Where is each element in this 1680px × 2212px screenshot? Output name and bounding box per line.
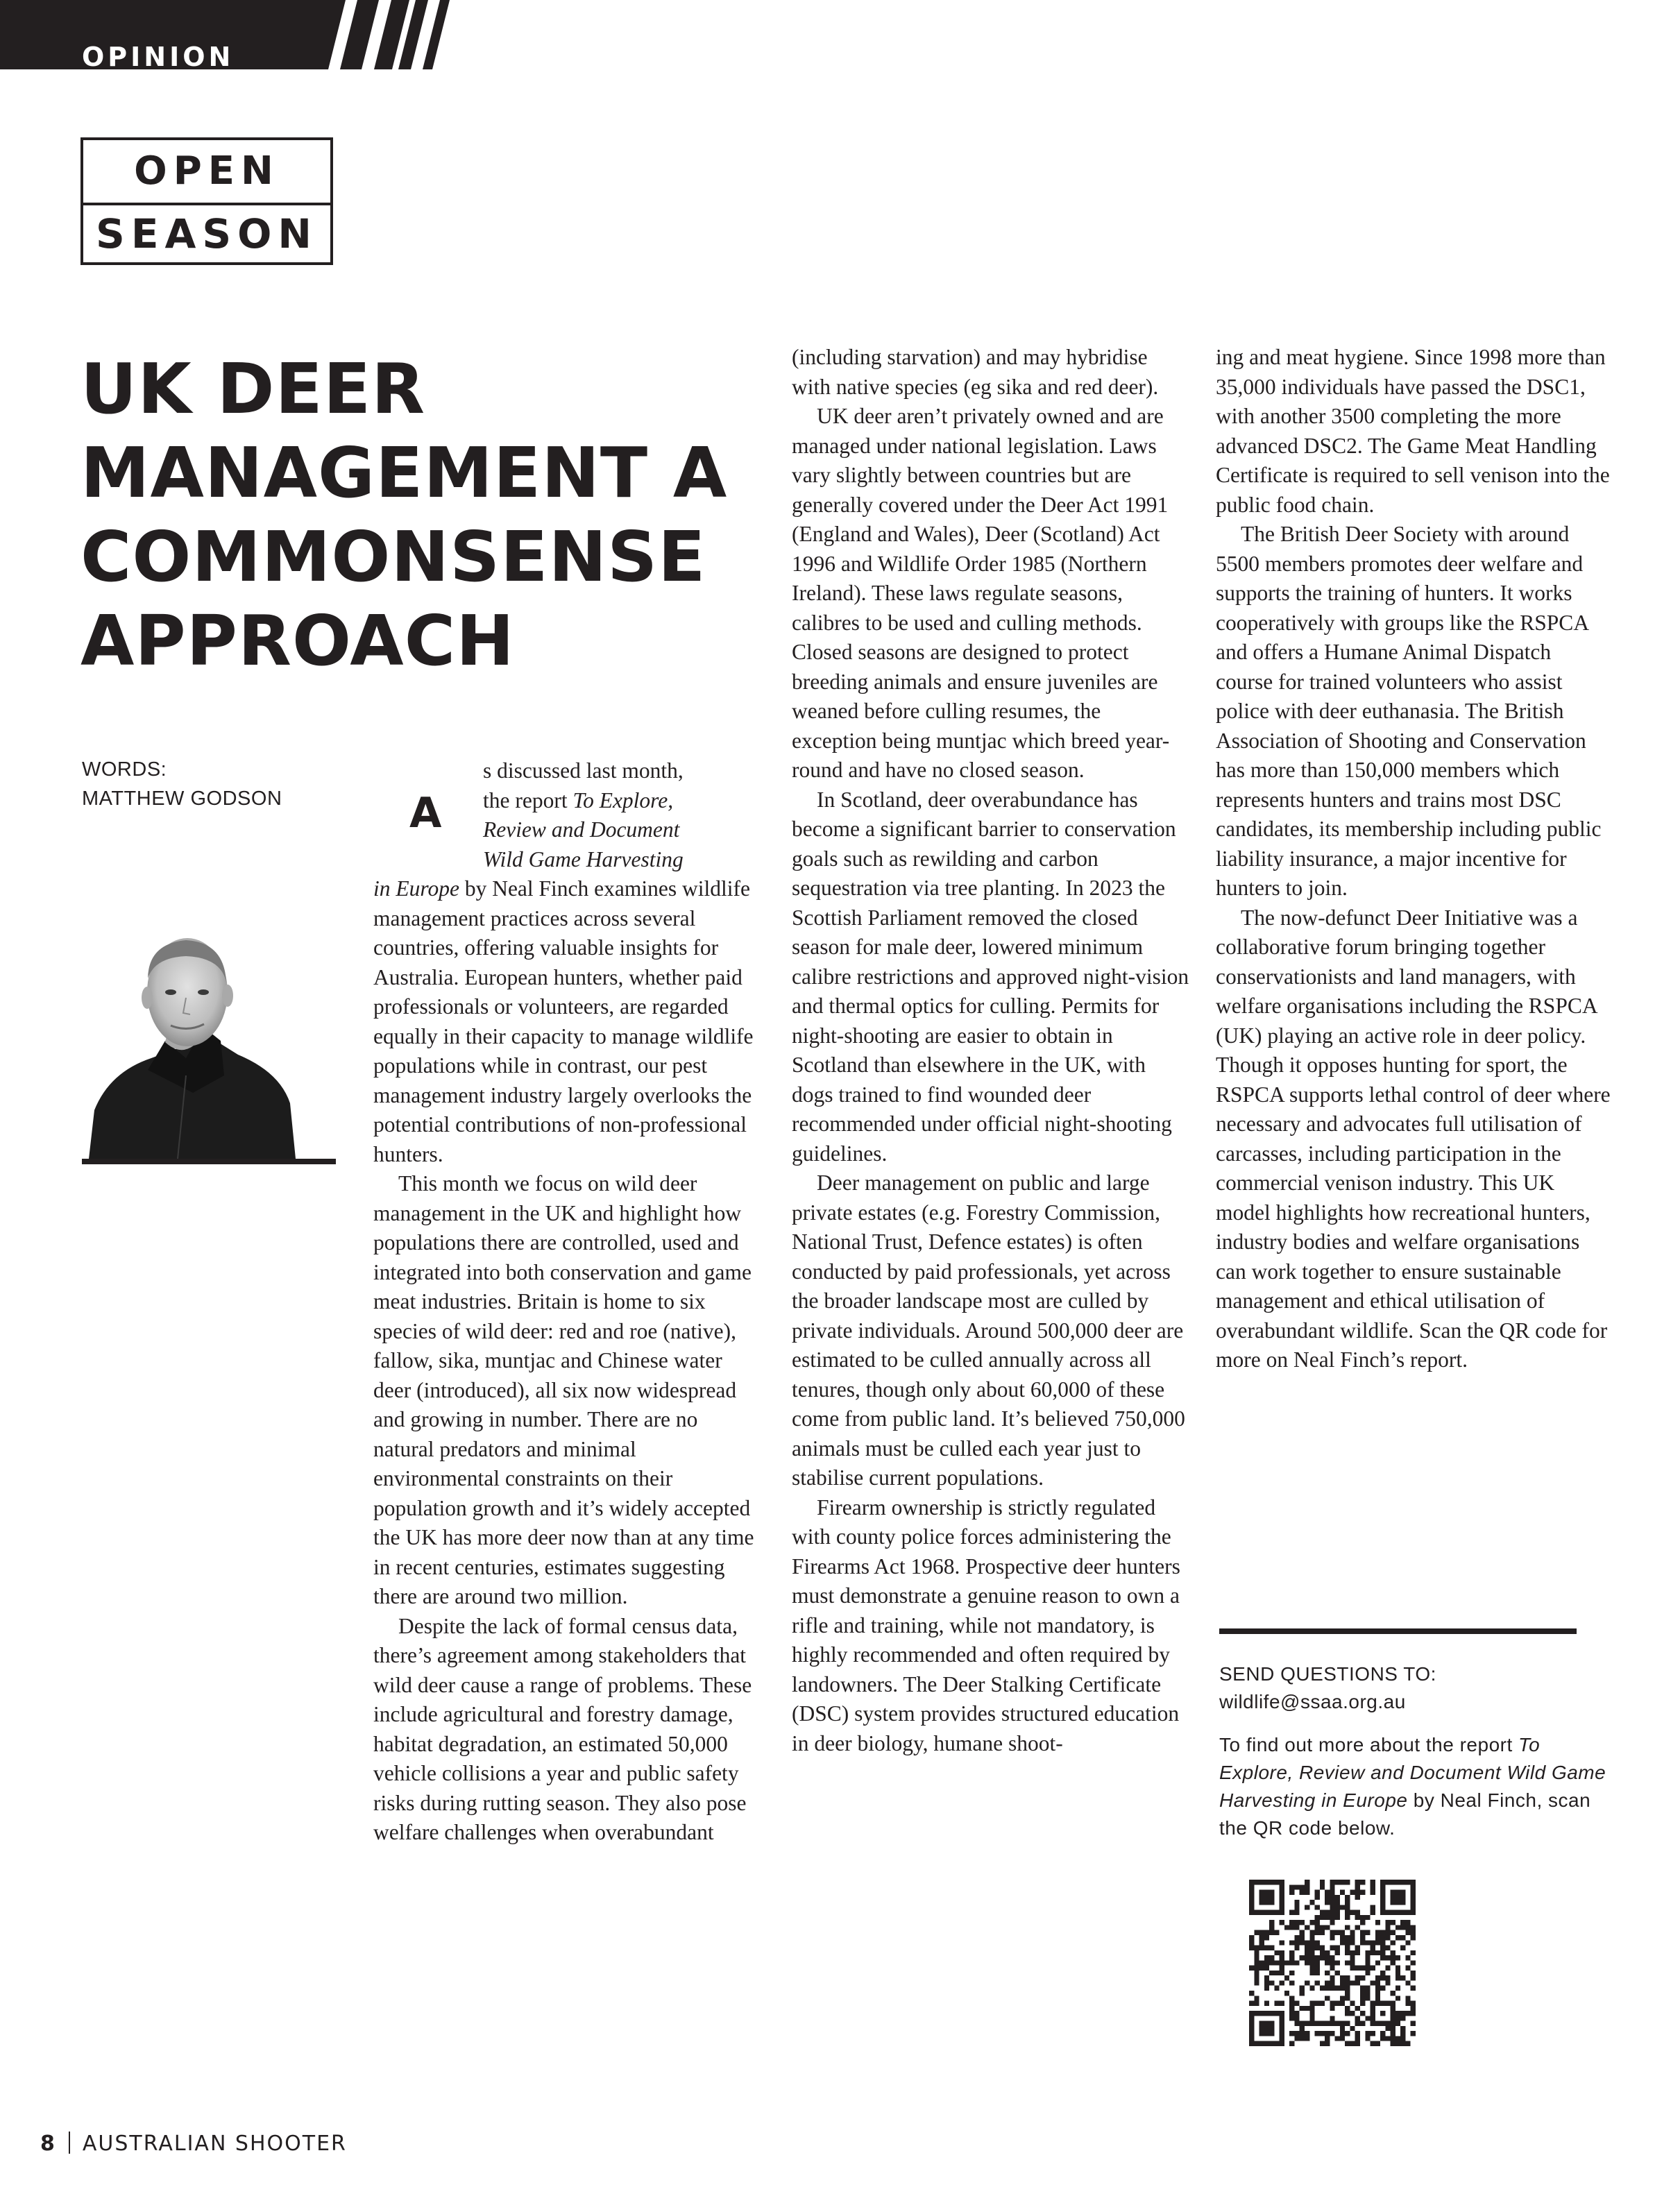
article-column-3 <box>1216 343 1611 1375</box>
questions-email-link[interactable]: wildlife@ssaa.org.au <box>1219 1691 1406 1712</box>
headline-line: COMMONSENSE <box>80 516 706 597</box>
lead-text: the report <box>483 788 573 813</box>
byline-author: MATTHEW GODSON <box>82 788 282 810</box>
header-stripes-graphic <box>0 0 486 69</box>
section-header-bar <box>0 0 486 69</box>
article-column-1-lead <box>483 756 761 874</box>
paragraph <box>373 874 762 1169</box>
lead-line: s discussed last month, <box>483 758 684 783</box>
drop-cap: A <box>409 789 442 837</box>
column-title-line-2: SEASON <box>96 210 318 257</box>
report-title-italic: Wild Game Harvesting <box>483 846 684 871</box>
column-title-box <box>80 137 333 265</box>
qr-code[interactable] <box>1249 1880 1416 2046</box>
headline-line: UK DEER <box>80 348 426 429</box>
paragraph: The now-defunct Deer Initiative was a collaborative forum bringing together conservationists and land managers, with welfare organisations including the RSPCA (UK) playing an active role in deer policy. Though it opposes hunting for sport, the RSPCA supports lethal control of deer where necessary and advocates full utilisation of carcasses, including participation in the commercial venison industry. This UK model highlights how recreational hunters, industry bodies and welfare organisations can work together to ensure sustainable management and ethical utilisation of overabundant wildlife. Scan the QR code for more on Neal Finch’s report. <box>1216 905 1611 1372</box>
report-info-text <box>1219 1731 1608 1842</box>
report-title-italic: Review and Document <box>483 817 680 842</box>
report-info-prefix: To find out more about the report <box>1219 1734 1519 1755</box>
paragraph: This month we focus on wild deer management in the UK and highlight how populations there are controlled, used and integrated into both conservation and game meat industries. Britain is home to six species of wild deer: red and roe (native), fallow, sika, muntjac and Chinese water deer (introduced), all six now widespread and growing in number. There are no natural predators and minimal environmental constraints on their population growth and it’s widely accepted the UK has more deer now than at any time in recent centuries, estimates suggesting there are around two million. <box>373 1171 754 1608</box>
paragraph: (including starvation) and may hybridise with native species (eg sika and red deer). <box>792 345 1159 399</box>
author-photo <box>82 916 336 1159</box>
headline-line: APPROACH <box>80 600 515 681</box>
report-title-italic: To Explore, <box>572 788 674 813</box>
qr-code-icon <box>1249 1880 1416 2046</box>
paragraph: UK deer aren’t privately owned and are managed under national legislation. Laws vary slightly between countries but are generally covered under the Deer Act 1991 (England and Wales), Deer (Scotland) Act 1996 and Wildlife Order 1985 (Northern Ireland). These laws regulate seasons, calibres to be used and culling methods. Closed seasons are designed to protect breeding animals and ensure juveniles are weaned before culling resumes, the exception being muntjac which breed year-round and have no closed season. <box>792 404 1170 782</box>
report-title-italic: To Explore, Review and Document Wild Game Harvesting in Europe <box>1219 1734 1606 1811</box>
headline-line: MANAGEMENT A <box>80 432 728 513</box>
paragraph: Deer management on public and large private estates (e.g. Forestry Commission, National Trust, Defence estates) is often conducted by paid professionals, yet across the broader landscape most are culled by private individuals. Around 500,000 deer are estimated to be culled annually across all tenures, though only about 60,000 of these come from public land. It’s believed 750,000 animals must be culled each year just to stabilise current populations. <box>792 1171 1185 1490</box>
report-title-italic: in Europe <box>373 876 459 901</box>
paragraph: ing and meat hygiene. Since 1998 more than 35,000 individuals have passed the DSC1, with another 3500 completing the more advanced DSC2. The Game Meat Handling Certificate is required to sell venison into the public food chain. <box>1216 345 1610 517</box>
article-column-1 <box>373 874 762 1848</box>
photo-rule <box>82 1159 336 1164</box>
report-info-suffix: by Neal Finch, scan the QR code below. <box>1219 1789 1591 1839</box>
author-portrait-image <box>82 916 336 1159</box>
article-headline <box>80 347 774 683</box>
section-label: OPINION <box>82 43 235 69</box>
publication-name: AUSTRALIAN SHOOTER <box>82 2132 347 2156</box>
byline-label: WORDS: <box>82 758 167 781</box>
send-questions-label: SEND QUESTIONS TO: <box>1219 1663 1436 1685</box>
sidebar-rule <box>1219 1628 1577 1634</box>
lead-line <box>483 786 761 816</box>
paragraph: Despite the lack of formal census data, there’s agreement among stakeholders that wild deer cause a range of problems. These include agricultural and forestry damage, habitat degradation, an estimated 50,000 vehicle collisions a year and public safety risks during rutting season. They also pose welfare challenges when overabundant <box>373 1613 752 1844</box>
paragraph: In Scotland, deer overabundance has become a significant barrier to conservation goals such as rewilding and carbon sequestration via tree planting. In 2023 the Scottish Parliament removed the closed season for male deer, lowered minimum calibre restrictions and approved night-vision and thermal optics for culling. Permits for night-shooting are easier to obtain in Scotland than elsewhere in the UK, with dogs trained to find wounded deer recommended under official night-shooting guidelines. <box>792 787 1189 1166</box>
page-footer <box>40 2130 347 2158</box>
page-number: 8 <box>40 2132 56 2156</box>
footer-divider <box>69 2132 70 2154</box>
send-questions-block <box>1219 1660 1436 1716</box>
paragraph: The British Deer Society with around 5500 members promotes deer welfare and supports the training of hunters. It works cooperatively with groups like the RSPCA and offers a Humane Animal Dispatch course for trained volunteers who assist police with deer euthanasia. The British Association of Shooting and Conservation has more than 150,000 members which represents hunters and trains most DSC candidates, its membership including public liability insurance, a major incentive for hunters to join. <box>1216 522 1602 900</box>
column-title-line-1: OPEN <box>83 140 330 205</box>
paragraph: Firearm ownership is strictly regulated with county police forces administering the Firearms Act 1968. Prospective deer hunters must demonstrate a genuine reason to own a rifle and training, while not mandatory, is highly recommended and often required by landowners. The Deer Stalking Certificate (DSC) system provides structured education in deer biology, humane shoot- <box>792 1495 1180 1755</box>
byline <box>82 755 282 813</box>
paragraph-text: by Neal Finch examines wildlife management practices across several countries, offering valuable insights for Australia. European hunters, whether paid professionals or volunteers, are regarded equally in their capacity to manage wildlife populations while in contrast, our pest management industry largely overlooks the potential contributions of non-professional hunters. <box>373 876 754 1166</box>
article-column-2 <box>792 343 1191 1758</box>
